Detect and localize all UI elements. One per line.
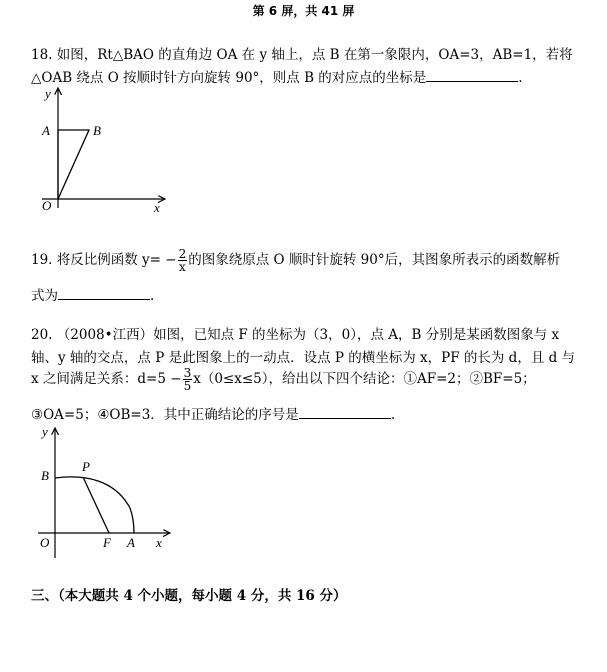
q20-label-O: O (40, 535, 50, 550)
q20-label-A: A (127, 535, 135, 550)
q20-text-a: x 之间满足关系：d=5 − (31, 371, 182, 387)
q19-line1 (31, 248, 560, 273)
q19-frac-den: x (179, 260, 186, 274)
q20-line3 (31, 367, 536, 392)
q18-line1: 18. 如图，Rt△BAO 的直角边 OA 在 y 轴上，点 B 在第一象限内，OA=3，AB=1，若将 (31, 47, 573, 63)
q19-text-a: 19. 将反比例函数 y= − (31, 252, 177, 268)
section-3-heading: 三、（本大题共 4 个小题，每小题 4 分，共 16 分） (31, 588, 347, 604)
q18-label-O: O (42, 198, 52, 213)
q20-segment-PF (83, 477, 109, 533)
q20-curve (55, 477, 134, 533)
q18-figure (30, 84, 170, 214)
q20-label-B: B (41, 468, 49, 483)
q20-text-b: x（0≤x≤5），给出以下四个结论：①AF=2；②BF=5； (193, 371, 536, 387)
q20-line4 (31, 403, 395, 423)
q20-line1: 20. （2008•江西）如图，已知点 F 的坐标为（3，0），点 A，B 分别是某函数图象与 x (31, 327, 560, 343)
q18-label-A: A (42, 123, 50, 138)
q18-answer-blank (426, 69, 518, 82)
page-header: 第 6 屏，共 41 屏 (252, 4, 355, 18)
q20-label-P: P (82, 459, 90, 474)
q20-answer-blank (299, 406, 391, 419)
q18-line2-text: △OAB 绕点 O 按顺时针方向旋转 90°，则点 B 的对应点的坐标是 (31, 70, 427, 86)
q20-frac-num: 3 (183, 366, 192, 380)
q19-text-b: 的图象绕原点 O 顺时针旋转 90°后，其图象所表示的函数解析 (188, 252, 561, 268)
q20-label-F: F (103, 535, 111, 550)
q18-line2-end: . (518, 70, 523, 86)
q18-line2 (31, 66, 523, 86)
q19-line2 (31, 284, 154, 304)
q18-label-y: y (45, 86, 51, 101)
q19-fraction (178, 248, 188, 273)
q19-line2-text: 式为 (31, 288, 58, 304)
q20-frac-den: 5 (183, 379, 192, 393)
q19-line2-end: . (150, 288, 155, 304)
q18-label-B: B (93, 123, 101, 138)
q20-figure (30, 424, 180, 564)
q18-label-x: x (154, 200, 160, 214)
q19-answer-blank (58, 287, 150, 300)
q20-label-y: y (42, 424, 48, 439)
q20-line4-end: . (390, 407, 396, 423)
q20-line4-text: ③OA=5；④OB=3．其中正确结论的序号是 (31, 407, 299, 423)
q19-frac-num: 2 (178, 247, 187, 261)
q20-line2: 轴、y 轴的交点，点 P 是此图象上的一动点．设点 P 的横坐标为 x，PF 的长为 d，且 d 与 (31, 350, 576, 366)
q20-fraction (183, 367, 193, 392)
q20-label-x: x (156, 535, 162, 550)
q18-triangle (58, 130, 89, 199)
